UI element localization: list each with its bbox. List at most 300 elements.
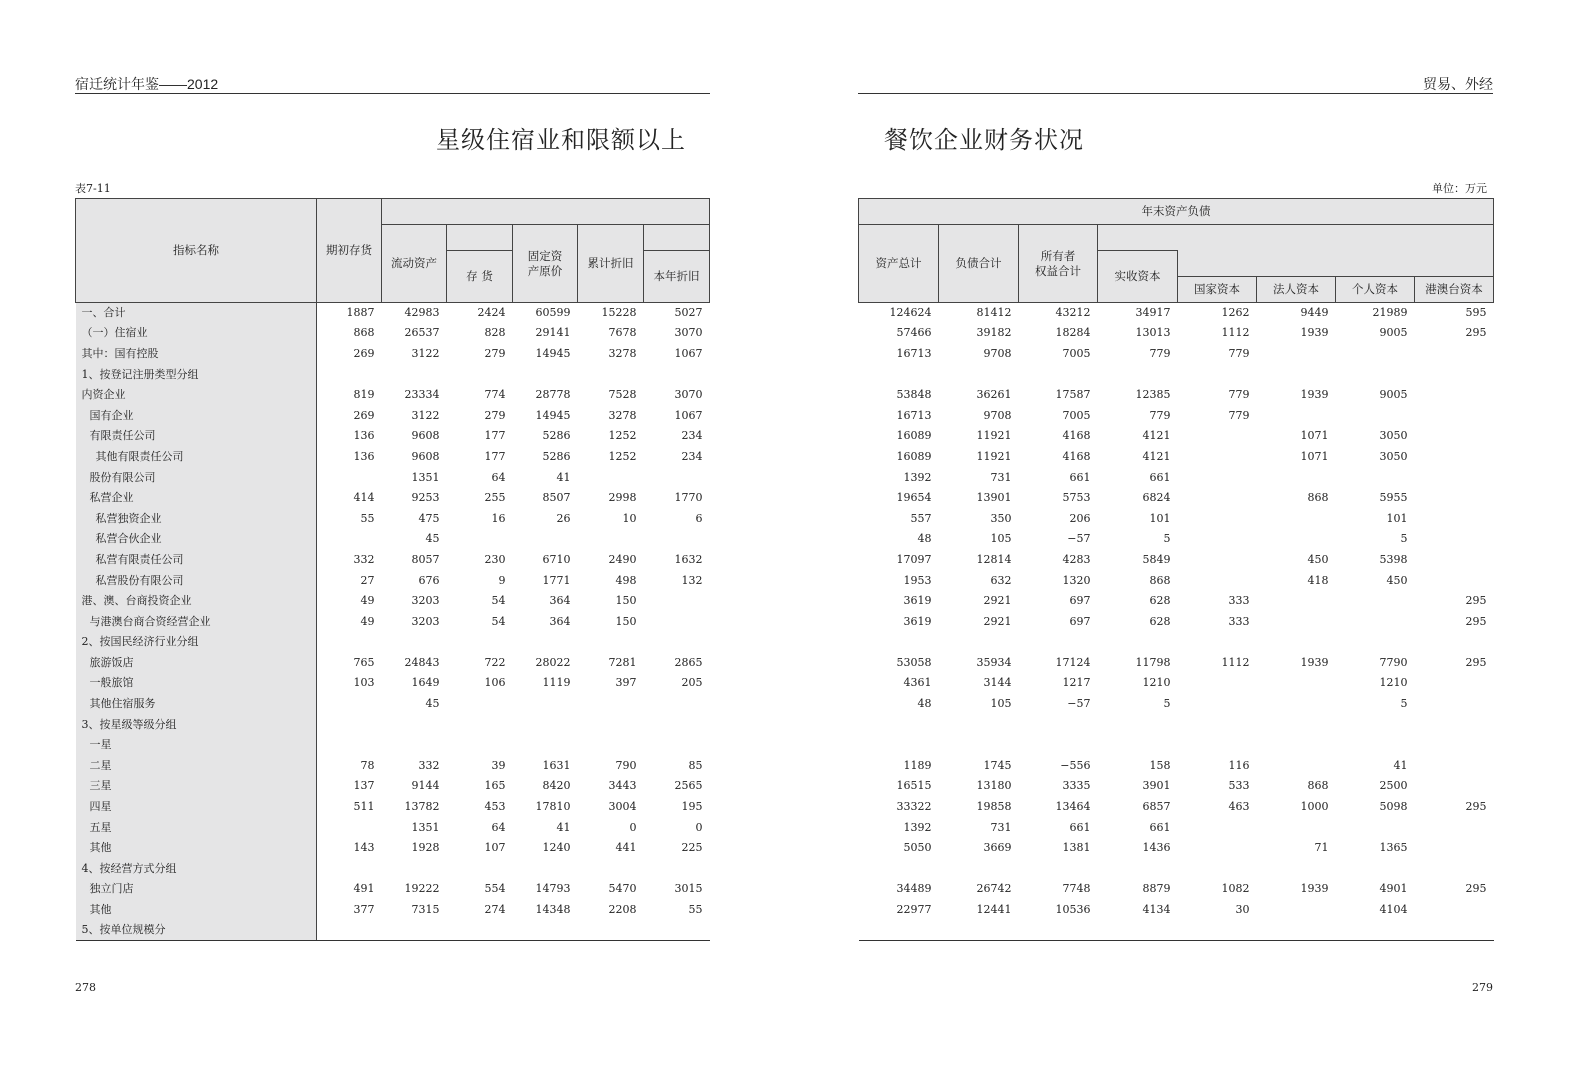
table-cell: 107: [484, 841, 506, 855]
table-cell: 195: [681, 800, 703, 814]
table-cell: [578, 364, 644, 385]
table-cell: 5398: [1379, 552, 1408, 566]
table-row: [76, 426, 710, 447]
table-cell: [1257, 364, 1336, 385]
table-cell: [1257, 920, 1336, 941]
table-cell: 9144: [411, 779, 440, 793]
table-cell: 16089: [896, 429, 932, 443]
table-cell: 234: [681, 449, 703, 463]
table-cell: 43212: [1019, 303, 1098, 324]
table-cell: 9708: [983, 346, 1012, 360]
table-cell: [1257, 529, 1336, 550]
table-cell: [1257, 591, 1336, 612]
table-cell: [1257, 405, 1336, 426]
table-cell: [1178, 735, 1257, 756]
table-cell: 41: [556, 820, 571, 834]
table-cell: 13901: [976, 491, 1012, 505]
table-cell: [382, 632, 447, 653]
table-cell: 5: [1163, 697, 1171, 711]
table-cell: [1415, 900, 1494, 921]
table-cell: 78: [360, 758, 375, 772]
col-hmt-capital: 港澳台资本: [1415, 277, 1494, 303]
table-cell: 136: [353, 449, 375, 463]
table-cell: 7315: [411, 903, 440, 917]
table-cell: 491: [353, 882, 375, 896]
table-cell: [382, 920, 447, 941]
table-cell: 1887: [317, 303, 382, 324]
table-cell: [1178, 447, 1257, 468]
table-cell: [1415, 776, 1494, 797]
table-row: [859, 344, 1494, 365]
table-cell: 124624: [859, 303, 939, 324]
row-label: 私营企业: [76, 488, 317, 509]
table-cell: [1178, 364, 1257, 385]
row-label: 私营有限责任公司: [76, 550, 317, 571]
table-cell: [382, 735, 447, 756]
table-cell: 554: [484, 882, 506, 896]
col-legal-capital: 法人资本: [1257, 277, 1336, 303]
table-cell: 1392: [903, 470, 932, 484]
table-cell: 661: [1069, 470, 1091, 484]
table-cell: 377: [353, 903, 375, 917]
table-cell: 418: [1307, 573, 1329, 587]
table-cell: 1082: [1221, 882, 1250, 896]
table-cell: 1240: [542, 841, 571, 855]
table-cell: [1257, 735, 1336, 756]
table-cell: [859, 920, 939, 941]
table-cell: [1415, 694, 1494, 715]
table-cell: [447, 694, 513, 715]
row-label: （一）住宿业: [76, 323, 317, 344]
table-cell: [1019, 735, 1098, 756]
table-cell: [317, 467, 382, 488]
table-cell: 4901: [1379, 882, 1408, 896]
header-rule-right: [858, 93, 1493, 94]
table-cell: [578, 467, 644, 488]
table-cell: 60599: [513, 303, 578, 324]
table-row: [859, 550, 1494, 571]
table-cell: [1415, 920, 1494, 941]
table-cell: 53848: [896, 388, 932, 402]
table-cell: 3203: [411, 594, 440, 608]
col-indicator-name: 指标名称: [76, 199, 317, 303]
table-cell: 1745: [983, 758, 1012, 772]
col-year-depreciation: 本年折旧: [644, 251, 710, 303]
table-cell: 81412: [939, 303, 1019, 324]
table-cell: [1178, 694, 1257, 715]
table-cell: 5098: [1379, 800, 1408, 814]
table-cell: 1189: [903, 758, 932, 772]
row-label: 一般旅馆: [76, 673, 317, 694]
row-label: 股份有限公司: [76, 467, 317, 488]
table-cell: [382, 714, 447, 735]
table-cell: 136: [353, 429, 375, 443]
table-cell: [644, 529, 710, 550]
table-cell: 3203: [411, 614, 440, 628]
table-cell: [578, 714, 644, 735]
table-cell: [447, 920, 513, 941]
table-cell: 661: [1069, 820, 1091, 834]
table-cell: 23334: [404, 388, 440, 402]
row-label: 2、按国民经济行业分组: [76, 632, 317, 653]
row-label: 四星: [76, 797, 317, 818]
table-cell: 48: [917, 697, 932, 711]
table-cell: 6857: [1142, 800, 1171, 814]
table-row: [76, 508, 710, 529]
table-cell: [1019, 714, 1098, 735]
table-cell: 2208: [608, 903, 637, 917]
table-cell: 18284: [1055, 326, 1091, 340]
table-cell: [1415, 714, 1494, 735]
table-cell: 103: [353, 676, 375, 690]
table-row: [76, 591, 710, 612]
table-cell: 26537: [404, 326, 440, 340]
table-cell: 779: [1228, 388, 1250, 402]
table-cell: [1019, 364, 1098, 385]
table-cell: 49: [360, 594, 375, 608]
table-cell: 364: [549, 614, 571, 628]
table-cell: 55: [688, 903, 703, 917]
table-cell: 295: [1465, 800, 1487, 814]
table-row: [76, 529, 710, 550]
col-inventory: 存 货: [447, 251, 513, 303]
table-cell: 3335: [1062, 779, 1091, 793]
table-cell: 7281: [608, 655, 637, 669]
row-label: 内资企业: [76, 385, 317, 406]
table-cell: 11921: [976, 449, 1012, 463]
table-cell: [1415, 632, 1494, 653]
table-cell: 26: [556, 511, 571, 525]
table-cell: 9708: [983, 408, 1012, 422]
table-cell: 779: [1149, 408, 1171, 422]
table-cell: 16: [491, 511, 506, 525]
table-row: [859, 303, 1494, 324]
table-cell: [1019, 632, 1098, 653]
table-row: [859, 653, 1494, 674]
table-cell: 49: [360, 614, 375, 628]
table-cell: 7748: [1062, 882, 1091, 896]
table-cell: [939, 632, 1019, 653]
table-cell: 1770: [674, 491, 703, 505]
table-cell: 177: [484, 449, 506, 463]
table-cell: 5: [1400, 697, 1408, 711]
table-cell: 13180: [976, 779, 1012, 793]
table-row: [76, 488, 710, 509]
table-cell: [939, 364, 1019, 385]
left-data-table: [75, 198, 710, 941]
table-cell: 34917: [1098, 303, 1178, 324]
table-cell: 5955: [1379, 491, 1408, 505]
table-cell: [1336, 817, 1415, 838]
table-row: [76, 653, 710, 674]
table-cell: [317, 632, 382, 653]
table-cell: 1351: [411, 470, 440, 484]
table-cell: 779: [1149, 346, 1171, 360]
page-number-left: 278: [75, 981, 96, 994]
table-cell: 661: [1149, 470, 1171, 484]
table-cell: [1019, 859, 1098, 880]
table-cell: 9: [498, 573, 506, 587]
table-cell: 868: [353, 326, 375, 340]
table-cell: 35934: [976, 655, 1012, 669]
row-label: 其他: [76, 900, 317, 921]
table-cell: 628: [1149, 594, 1171, 608]
table-row: [76, 447, 710, 468]
table-cell: 14793: [535, 882, 571, 896]
table-cell: 1631: [542, 758, 571, 772]
table-cell: 2565: [674, 779, 703, 793]
table-cell: 27: [360, 573, 375, 587]
table-cell: [859, 632, 939, 653]
table-row: [76, 920, 710, 941]
table-cell: 498: [615, 573, 637, 587]
table-cell: 8420: [542, 779, 571, 793]
table-cell: −556: [1060, 758, 1091, 772]
table-cell: [1415, 859, 1494, 880]
table-cell: 22977: [896, 903, 932, 917]
table-cell: [1415, 529, 1494, 550]
table-cell: 364: [549, 594, 571, 608]
table-row: [76, 364, 710, 385]
table-cell: 7528: [608, 388, 637, 402]
header-blank-mid: [447, 225, 513, 251]
table-cell: 463: [1228, 800, 1250, 814]
table-cell: [1336, 467, 1415, 488]
row-label: 其他: [76, 838, 317, 859]
header-blank-right: [1098, 225, 1494, 251]
table-cell: 533: [1228, 779, 1250, 793]
table-cell: 295: [1465, 594, 1487, 608]
table-row: [76, 570, 710, 591]
col-group-year-end: 年末资产负债: [859, 199, 1494, 225]
table-cell: 54: [491, 614, 506, 628]
table-cell: [1415, 467, 1494, 488]
table-cell: 17097: [896, 552, 932, 566]
table-row: [859, 817, 1494, 838]
table-cell: 2490: [608, 552, 637, 566]
table-cell: 3122: [411, 346, 440, 360]
table-cell: 274: [484, 903, 506, 917]
table-cell: [859, 859, 939, 880]
table-cell: [644, 611, 710, 632]
table-cell: 332: [418, 758, 440, 772]
table-cell: 1067: [674, 408, 703, 422]
table-cell: 7005: [1062, 346, 1091, 360]
table-cell: [1098, 735, 1178, 756]
table-cell: 3070: [674, 326, 703, 340]
row-label: 私营独资企业: [76, 508, 317, 529]
table-cell: [859, 735, 939, 756]
table-row: [859, 776, 1494, 797]
table-cell: −57: [1067, 697, 1091, 711]
table-cell: 295: [1465, 882, 1487, 896]
table-cell: 45: [425, 532, 440, 546]
table-cell: 36261: [976, 388, 1012, 402]
table-cell: 6710: [542, 552, 571, 566]
table-row: [76, 385, 710, 406]
table-cell: 230: [484, 552, 506, 566]
table-cell: 1392: [903, 820, 932, 834]
table-cell: [1257, 694, 1336, 715]
left-page: [0, 0, 793, 1077]
table-cell: 1928: [411, 841, 440, 855]
table-cell: 34489: [896, 882, 932, 896]
table-row: [859, 756, 1494, 777]
table-cell: 3004: [608, 800, 637, 814]
table-cell: [1336, 859, 1415, 880]
table-cell: [447, 529, 513, 550]
table-cell: 295: [1465, 614, 1487, 628]
table-row: [859, 714, 1494, 735]
table-cell: 722: [484, 655, 506, 669]
table-cell: [317, 694, 382, 715]
table-cell: 71: [1314, 841, 1329, 855]
table-cell: 17124: [1055, 655, 1091, 669]
table-cell: 3050: [1379, 449, 1408, 463]
table-row: [76, 817, 710, 838]
table-cell: [1257, 756, 1336, 777]
table-row: [859, 838, 1494, 859]
table-cell: 5: [1163, 532, 1171, 546]
table-cell: 10: [622, 511, 637, 525]
table-cell: 441: [615, 841, 637, 855]
table-cell: [578, 920, 644, 941]
table-cell: 8507: [542, 491, 571, 505]
table-cell: 0: [695, 820, 703, 834]
table-cell: 143: [353, 841, 375, 855]
table-cell: 1112: [1221, 326, 1250, 340]
table-cell: 450: [1307, 552, 1329, 566]
table-cell: [1415, 344, 1494, 365]
table-cell: [447, 859, 513, 880]
table-cell: [1415, 426, 1494, 447]
table-cell: 9253: [411, 491, 440, 505]
table-cell: [1415, 508, 1494, 529]
table-cell: 41: [1393, 758, 1408, 772]
table-row: [859, 797, 1494, 818]
table-cell: 868: [1149, 573, 1171, 587]
table-cell: 150: [615, 594, 637, 608]
table-cell: [1336, 632, 1415, 653]
table-cell: [1257, 467, 1336, 488]
table-cell: 333: [1228, 614, 1250, 628]
table-cell: 26742: [976, 882, 1012, 896]
table-cell: 13782: [404, 800, 440, 814]
table-cell: [644, 714, 710, 735]
row-label: 国有企业: [76, 405, 317, 426]
table-cell: [644, 920, 710, 941]
table-cell: 1953: [903, 573, 932, 587]
table-row: [76, 632, 710, 653]
table-cell: 269: [353, 346, 375, 360]
table-cell: 101: [1386, 511, 1408, 525]
table-cell: [317, 920, 382, 941]
table-cell: 731: [990, 820, 1012, 834]
table-cell: [317, 859, 382, 880]
col-personal-capital: 个人资本: [1336, 277, 1415, 303]
table-cell: [1257, 859, 1336, 880]
table-cell: 5286: [542, 429, 571, 443]
table-cell: 2921: [983, 614, 1012, 628]
row-label: 5、按单位规模分: [76, 920, 317, 941]
table-cell: [447, 714, 513, 735]
table-cell: 6: [695, 511, 703, 525]
table-cell: 450: [1386, 573, 1408, 587]
table-cell: 1939: [1300, 882, 1329, 896]
table-row: [76, 879, 710, 900]
table-row: [859, 900, 1494, 921]
table-cell: [1178, 467, 1257, 488]
table-cell: [1098, 714, 1178, 735]
table-cell: 790: [615, 758, 637, 772]
table-cell: [1415, 570, 1494, 591]
table-cell: 1436: [1142, 841, 1171, 855]
col-paid-in-capital: 实收资本: [1098, 251, 1178, 303]
table-cell: 48: [917, 532, 932, 546]
table-cell: [1336, 405, 1415, 426]
table-cell: [578, 529, 644, 550]
table-cell: [1098, 920, 1178, 941]
table-cell: [1257, 714, 1336, 735]
table-cell: 3144: [983, 676, 1012, 690]
table-cell: 3278: [608, 408, 637, 422]
table-cell: 1365: [1379, 841, 1408, 855]
table-row: [859, 570, 1494, 591]
table-cell: 1252: [608, 449, 637, 463]
table-cell: 234: [681, 429, 703, 443]
table-row: [76, 303, 710, 324]
table-cell: [1257, 817, 1336, 838]
table-cell: 39182: [976, 326, 1012, 340]
table-cell: 3901: [1142, 779, 1171, 793]
table-cell: 3619: [903, 594, 932, 608]
table-cell: 350: [990, 511, 1012, 525]
table-cell: [513, 364, 578, 385]
table-cell: [447, 364, 513, 385]
table-cell: 255: [484, 491, 506, 505]
row-label: 其中：国有控股: [76, 344, 317, 365]
table-cell: −57: [1067, 532, 1091, 546]
table-cell: [1257, 611, 1336, 632]
table-cell: [1336, 591, 1415, 612]
table-row: [76, 344, 710, 365]
table-cell: 1210: [1379, 676, 1408, 690]
table-cell: [644, 467, 710, 488]
row-label: 与港澳台商合资经营企业: [76, 611, 317, 632]
table-cell: 1210: [1142, 676, 1171, 690]
table-cell: 8057: [411, 552, 440, 566]
table-cell: [1178, 508, 1257, 529]
table-number: 表7-11: [75, 182, 111, 195]
table-cell: 4168: [1062, 429, 1091, 443]
table-cell: 7790: [1379, 655, 1408, 669]
table-row: [76, 323, 710, 344]
col-fixed-assets: 固定资 产原价: [513, 225, 578, 303]
table-row: [76, 673, 710, 694]
table-row: [76, 694, 710, 715]
table-cell: 333: [1228, 594, 1250, 608]
table-cell: 661: [1149, 820, 1171, 834]
right-data-table: [858, 198, 1494, 941]
table-row: [859, 879, 1494, 900]
table-cell: [1019, 920, 1098, 941]
col-owner-equity: 所有者 权益合计: [1019, 225, 1098, 303]
table-cell: 628: [1149, 614, 1171, 628]
row-label: 三星: [76, 776, 317, 797]
table-cell: 1939: [1300, 326, 1329, 340]
table-cell: [1257, 632, 1336, 653]
table-cell: 774: [484, 388, 506, 402]
